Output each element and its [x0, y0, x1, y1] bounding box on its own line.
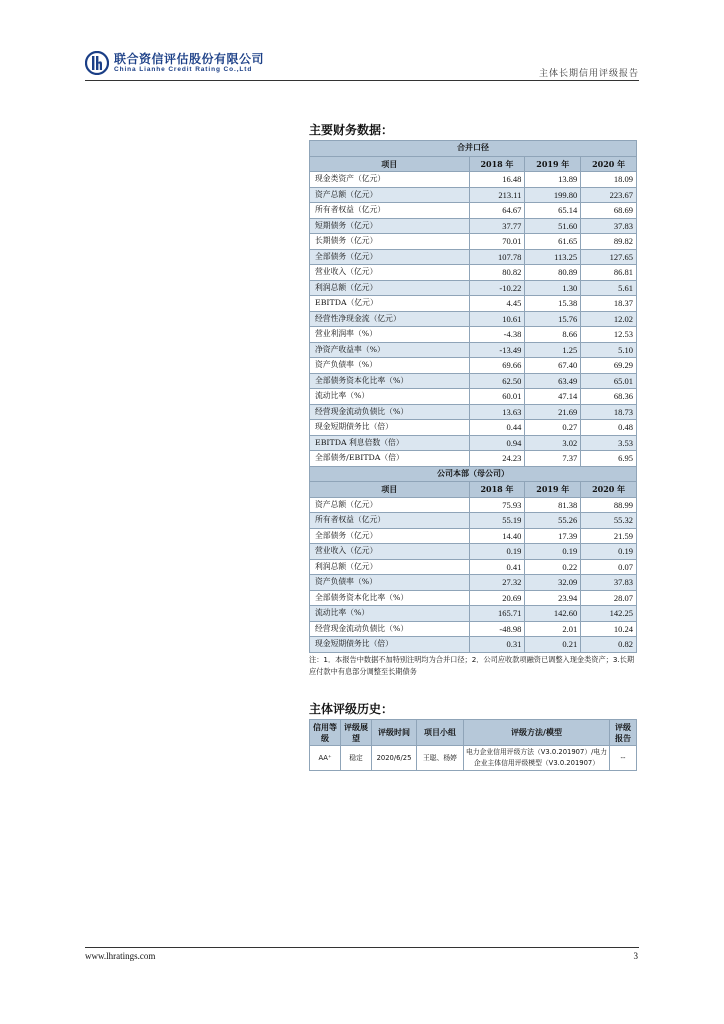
- page-header: [85, 44, 639, 80]
- value-2020: 55.32: [581, 513, 637, 529]
- row-label: 所有者权益（亿元）: [310, 513, 470, 529]
- value-2020: 68.69: [581, 203, 637, 219]
- rating-history-table: [309, 719, 637, 771]
- rating-grade: AA⁺: [310, 746, 341, 771]
- value-2020: 89.82: [581, 234, 637, 250]
- row-label: 所有者权益（亿元）: [310, 203, 470, 219]
- table-row: [310, 590, 637, 606]
- value-2020: 0.82: [581, 637, 637, 653]
- value-2019: 1.25: [525, 342, 581, 358]
- value-2019: 15.76: [525, 311, 581, 327]
- value-2019: 17.39: [525, 528, 581, 544]
- value-2019: 3.02: [525, 435, 581, 451]
- value-2019: 0.22: [525, 559, 581, 575]
- value-2018: 62.50: [469, 373, 525, 389]
- row-label: 资产负债率（%）: [310, 575, 470, 591]
- header-divider: [85, 80, 639, 81]
- value-2018: 16.48: [469, 172, 525, 188]
- column-header: 项目: [310, 156, 470, 172]
- value-2020: 88.99: [581, 497, 637, 513]
- table-row: [310, 513, 637, 529]
- value-2018: 213.11: [469, 187, 525, 203]
- table-row: [310, 389, 637, 405]
- table-row: [310, 187, 637, 203]
- value-2020: 37.83: [581, 218, 637, 234]
- value-2019: 113.25: [525, 249, 581, 265]
- value-2020: 12.53: [581, 327, 637, 343]
- row-label: 资产总额（亿元）: [310, 187, 470, 203]
- table-row: [310, 528, 637, 544]
- value-2018: 70.01: [469, 234, 525, 250]
- value-2018: 4.45: [469, 296, 525, 312]
- value-2019: 199.80: [525, 187, 581, 203]
- table-row: [310, 342, 637, 358]
- rating-date: 2020/6/25: [372, 746, 417, 771]
- table-row: [310, 296, 637, 312]
- table-row: [310, 218, 637, 234]
- value-2019: 15.38: [525, 296, 581, 312]
- value-2019: 65.14: [525, 203, 581, 219]
- table-row: [310, 280, 637, 296]
- value-2018: 10.61: [469, 311, 525, 327]
- value-2019: 0.19: [525, 544, 581, 560]
- col-header-method: 评级方法/模型: [464, 720, 610, 746]
- value-2018: 0.19: [469, 544, 525, 560]
- value-2020: 0.07: [581, 559, 637, 575]
- table-row: [310, 451, 637, 467]
- value-2020: 0.19: [581, 544, 637, 560]
- row-label: 流动比率（%）: [310, 389, 470, 405]
- table-row: [310, 203, 637, 219]
- table-row: [310, 373, 637, 389]
- value-2019: 51.60: [525, 218, 581, 234]
- value-2020: 5.61: [581, 280, 637, 296]
- table-row: [310, 249, 637, 265]
- row-label: 现金类资产（亿元）: [310, 172, 470, 188]
- value-2019: 81.38: [525, 497, 581, 513]
- table-row: [310, 172, 637, 188]
- col-header-grade: 信用等级: [310, 720, 341, 746]
- col-header-date: 评级时间: [372, 720, 417, 746]
- row-label: 流动比率（%）: [310, 606, 470, 622]
- value-2019: 47.14: [525, 389, 581, 405]
- value-2019: 142.60: [525, 606, 581, 622]
- section-banner-label: 合并口径: [310, 141, 637, 157]
- table-row: [310, 311, 637, 327]
- value-2018: 0.44: [469, 420, 525, 436]
- value-2020: 18.73: [581, 404, 637, 420]
- value-2020: 5.10: [581, 342, 637, 358]
- value-2018: 14.40: [469, 528, 525, 544]
- table-row: [310, 265, 637, 281]
- value-2020: 18.37: [581, 296, 637, 312]
- row-label: 全部债务资本化比率（%）: [310, 590, 470, 606]
- value-2018: -48.98: [469, 621, 525, 637]
- table-row: [310, 606, 637, 622]
- column-header: 2018 年: [469, 156, 525, 172]
- table-row: [310, 327, 637, 343]
- table-row: [310, 621, 637, 637]
- table-row: [310, 404, 637, 420]
- value-2018: -4.38: [469, 327, 525, 343]
- company-name-en: China Lianhe Credit Rating Co.,Ltd: [114, 66, 253, 73]
- column-header: 2018 年: [469, 482, 525, 498]
- company-name-cn: 联合资信评估股份有限公司: [114, 52, 265, 66]
- row-label: 全部债务（亿元）: [310, 528, 470, 544]
- table-section-banner: [310, 141, 637, 157]
- row-label: 营业利润率（%）: [310, 327, 470, 343]
- value-2018: 107.78: [469, 249, 525, 265]
- value-2019: 0.21: [525, 637, 581, 653]
- value-2019: 32.09: [525, 575, 581, 591]
- value-2020: 12.02: [581, 311, 637, 327]
- table-row: [310, 435, 637, 451]
- rating-history-header-row: [310, 720, 637, 746]
- financial-data-table: [309, 140, 637, 653]
- value-2020: 65.01: [581, 373, 637, 389]
- column-header: 2020 年: [581, 156, 637, 172]
- value-2019: 21.69: [525, 404, 581, 420]
- value-2018: 69.66: [469, 358, 525, 374]
- value-2020: 0.48: [581, 420, 637, 436]
- page-number: 3: [633, 951, 638, 961]
- value-2018: 24.23: [469, 451, 525, 467]
- table-row: [310, 559, 637, 575]
- row-label: 现金短期债务比（倍）: [310, 637, 470, 653]
- value-2018: 165.71: [469, 606, 525, 622]
- row-label: 全部债务资本化比率（%）: [310, 373, 470, 389]
- value-2019: 67.40: [525, 358, 581, 374]
- row-label: 利润总额（亿元）: [310, 559, 470, 575]
- value-2020: 10.24: [581, 621, 637, 637]
- row-label: 经营现金流动负债比（%）: [310, 404, 470, 420]
- row-label: 全部债务/EBITDA（倍）: [310, 451, 470, 467]
- col-header-team: 项目小组: [417, 720, 464, 746]
- lianhe-logo-icon: [85, 51, 109, 75]
- value-2019: 0.27: [525, 420, 581, 436]
- table-row: [310, 420, 637, 436]
- value-2018: 75.93: [469, 497, 525, 513]
- col-header-report: 评级报告: [610, 720, 637, 746]
- row-label: 净资产收益率（%）: [310, 342, 470, 358]
- value-2018: -13.49: [469, 342, 525, 358]
- row-label: 现金短期债务比（倍）: [310, 420, 470, 436]
- value-2020: 37.83: [581, 575, 637, 591]
- col-header-outlook: 评级展望: [341, 720, 372, 746]
- value-2019: 23.94: [525, 590, 581, 606]
- row-label: 长期债务（亿元）: [310, 234, 470, 250]
- rating-team: 王聪、杨婷: [417, 746, 464, 771]
- rating-history-title: 主体评级历史：: [309, 702, 394, 716]
- row-label: 营业收入（亿元）: [310, 265, 470, 281]
- column-header: 2019 年: [525, 482, 581, 498]
- value-2018: 20.69: [469, 590, 525, 606]
- rating-outlook: 稳定: [341, 746, 372, 771]
- table-row: [310, 544, 637, 560]
- value-2018: 13.63: [469, 404, 525, 420]
- value-2019: 8.66: [525, 327, 581, 343]
- value-2019: 63.49: [525, 373, 581, 389]
- value-2019: 55.26: [525, 513, 581, 529]
- row-label: 利润总额（亿元）: [310, 280, 470, 296]
- value-2018: 80.82: [469, 265, 525, 281]
- report-type: 主体长期信用评级报告: [538, 69, 639, 79]
- row-label: 营业收入（亿元）: [310, 544, 470, 560]
- value-2020: 6.95: [581, 451, 637, 467]
- rating-report-link[interactable]: --: [610, 746, 637, 771]
- value-2019: 7.37: [525, 451, 581, 467]
- row-label: 资产负债率（%）: [310, 358, 470, 374]
- value-2018: 60.01: [469, 389, 525, 405]
- table-row: [310, 358, 637, 374]
- value-2019: 2.01: [525, 621, 581, 637]
- value-2018: 0.94: [469, 435, 525, 451]
- value-2020: 18.09: [581, 172, 637, 188]
- financial-section-title: 主要财务数据：: [309, 123, 394, 137]
- footer-divider: [85, 947, 639, 948]
- value-2020: 142.25: [581, 606, 637, 622]
- value-2018: 0.31: [469, 637, 525, 653]
- value-2020: 86.81: [581, 265, 637, 281]
- table-section-banner: [310, 466, 637, 482]
- table-row: [310, 637, 637, 653]
- table-row: [310, 497, 637, 513]
- value-2020: 68.36: [581, 389, 637, 405]
- table-column-header-row: [310, 482, 637, 498]
- section-banner-label: 公司本部（母公司）: [310, 466, 637, 482]
- value-2019: 13.89: [525, 172, 581, 188]
- table-row: [310, 575, 637, 591]
- rating-history-row: [310, 746, 637, 771]
- value-2019: 1.30: [525, 280, 581, 296]
- row-label: 经营性净现金流（亿元）: [310, 311, 470, 327]
- table-note: 注：1．本报告中数据不加特别注明均为合并口径；2．公司应收款项融资已调整入现金类资产；3.长期应付款中有息部分调整至长期债务: [309, 655, 635, 676]
- table-column-header-row: [310, 156, 637, 172]
- value-2020: 28.07: [581, 590, 637, 606]
- value-2020: 69.29: [581, 358, 637, 374]
- row-label: 全部债务（亿元）: [310, 249, 470, 265]
- value-2019: 61.65: [525, 234, 581, 250]
- footer-website[interactable]: www.lhratings.com: [85, 951, 156, 961]
- column-header: 项目: [310, 482, 470, 498]
- column-header: 2019 年: [525, 156, 581, 172]
- value-2018: 37.77: [469, 218, 525, 234]
- value-2019: 80.89: [525, 265, 581, 281]
- value-2020: 223.67: [581, 187, 637, 203]
- row-label: 资产总额（亿元）: [310, 497, 470, 513]
- rating-method[interactable]: 电力企业信用评级方法（V3.0.201907）/电力企业主体信用评级模型（V3.0.201907）: [464, 746, 610, 771]
- value-2018: -10.22: [469, 280, 525, 296]
- table-row: [310, 234, 637, 250]
- value-2018: 64.67: [469, 203, 525, 219]
- value-2020: 127.65: [581, 249, 637, 265]
- column-header: 2020 年: [581, 482, 637, 498]
- row-label: 短期债务（亿元）: [310, 218, 470, 234]
- value-2018: 0.41: [469, 559, 525, 575]
- row-label: EBITDA（亿元）: [310, 296, 470, 312]
- value-2020: 3.53: [581, 435, 637, 451]
- value-2020: 21.59: [581, 528, 637, 544]
- row-label: EBITDA 利息倍数（倍）: [310, 435, 470, 451]
- value-2018: 27.32: [469, 575, 525, 591]
- value-2018: 55.19: [469, 513, 525, 529]
- row-label: 经营现金流动负债比（%）: [310, 621, 470, 637]
